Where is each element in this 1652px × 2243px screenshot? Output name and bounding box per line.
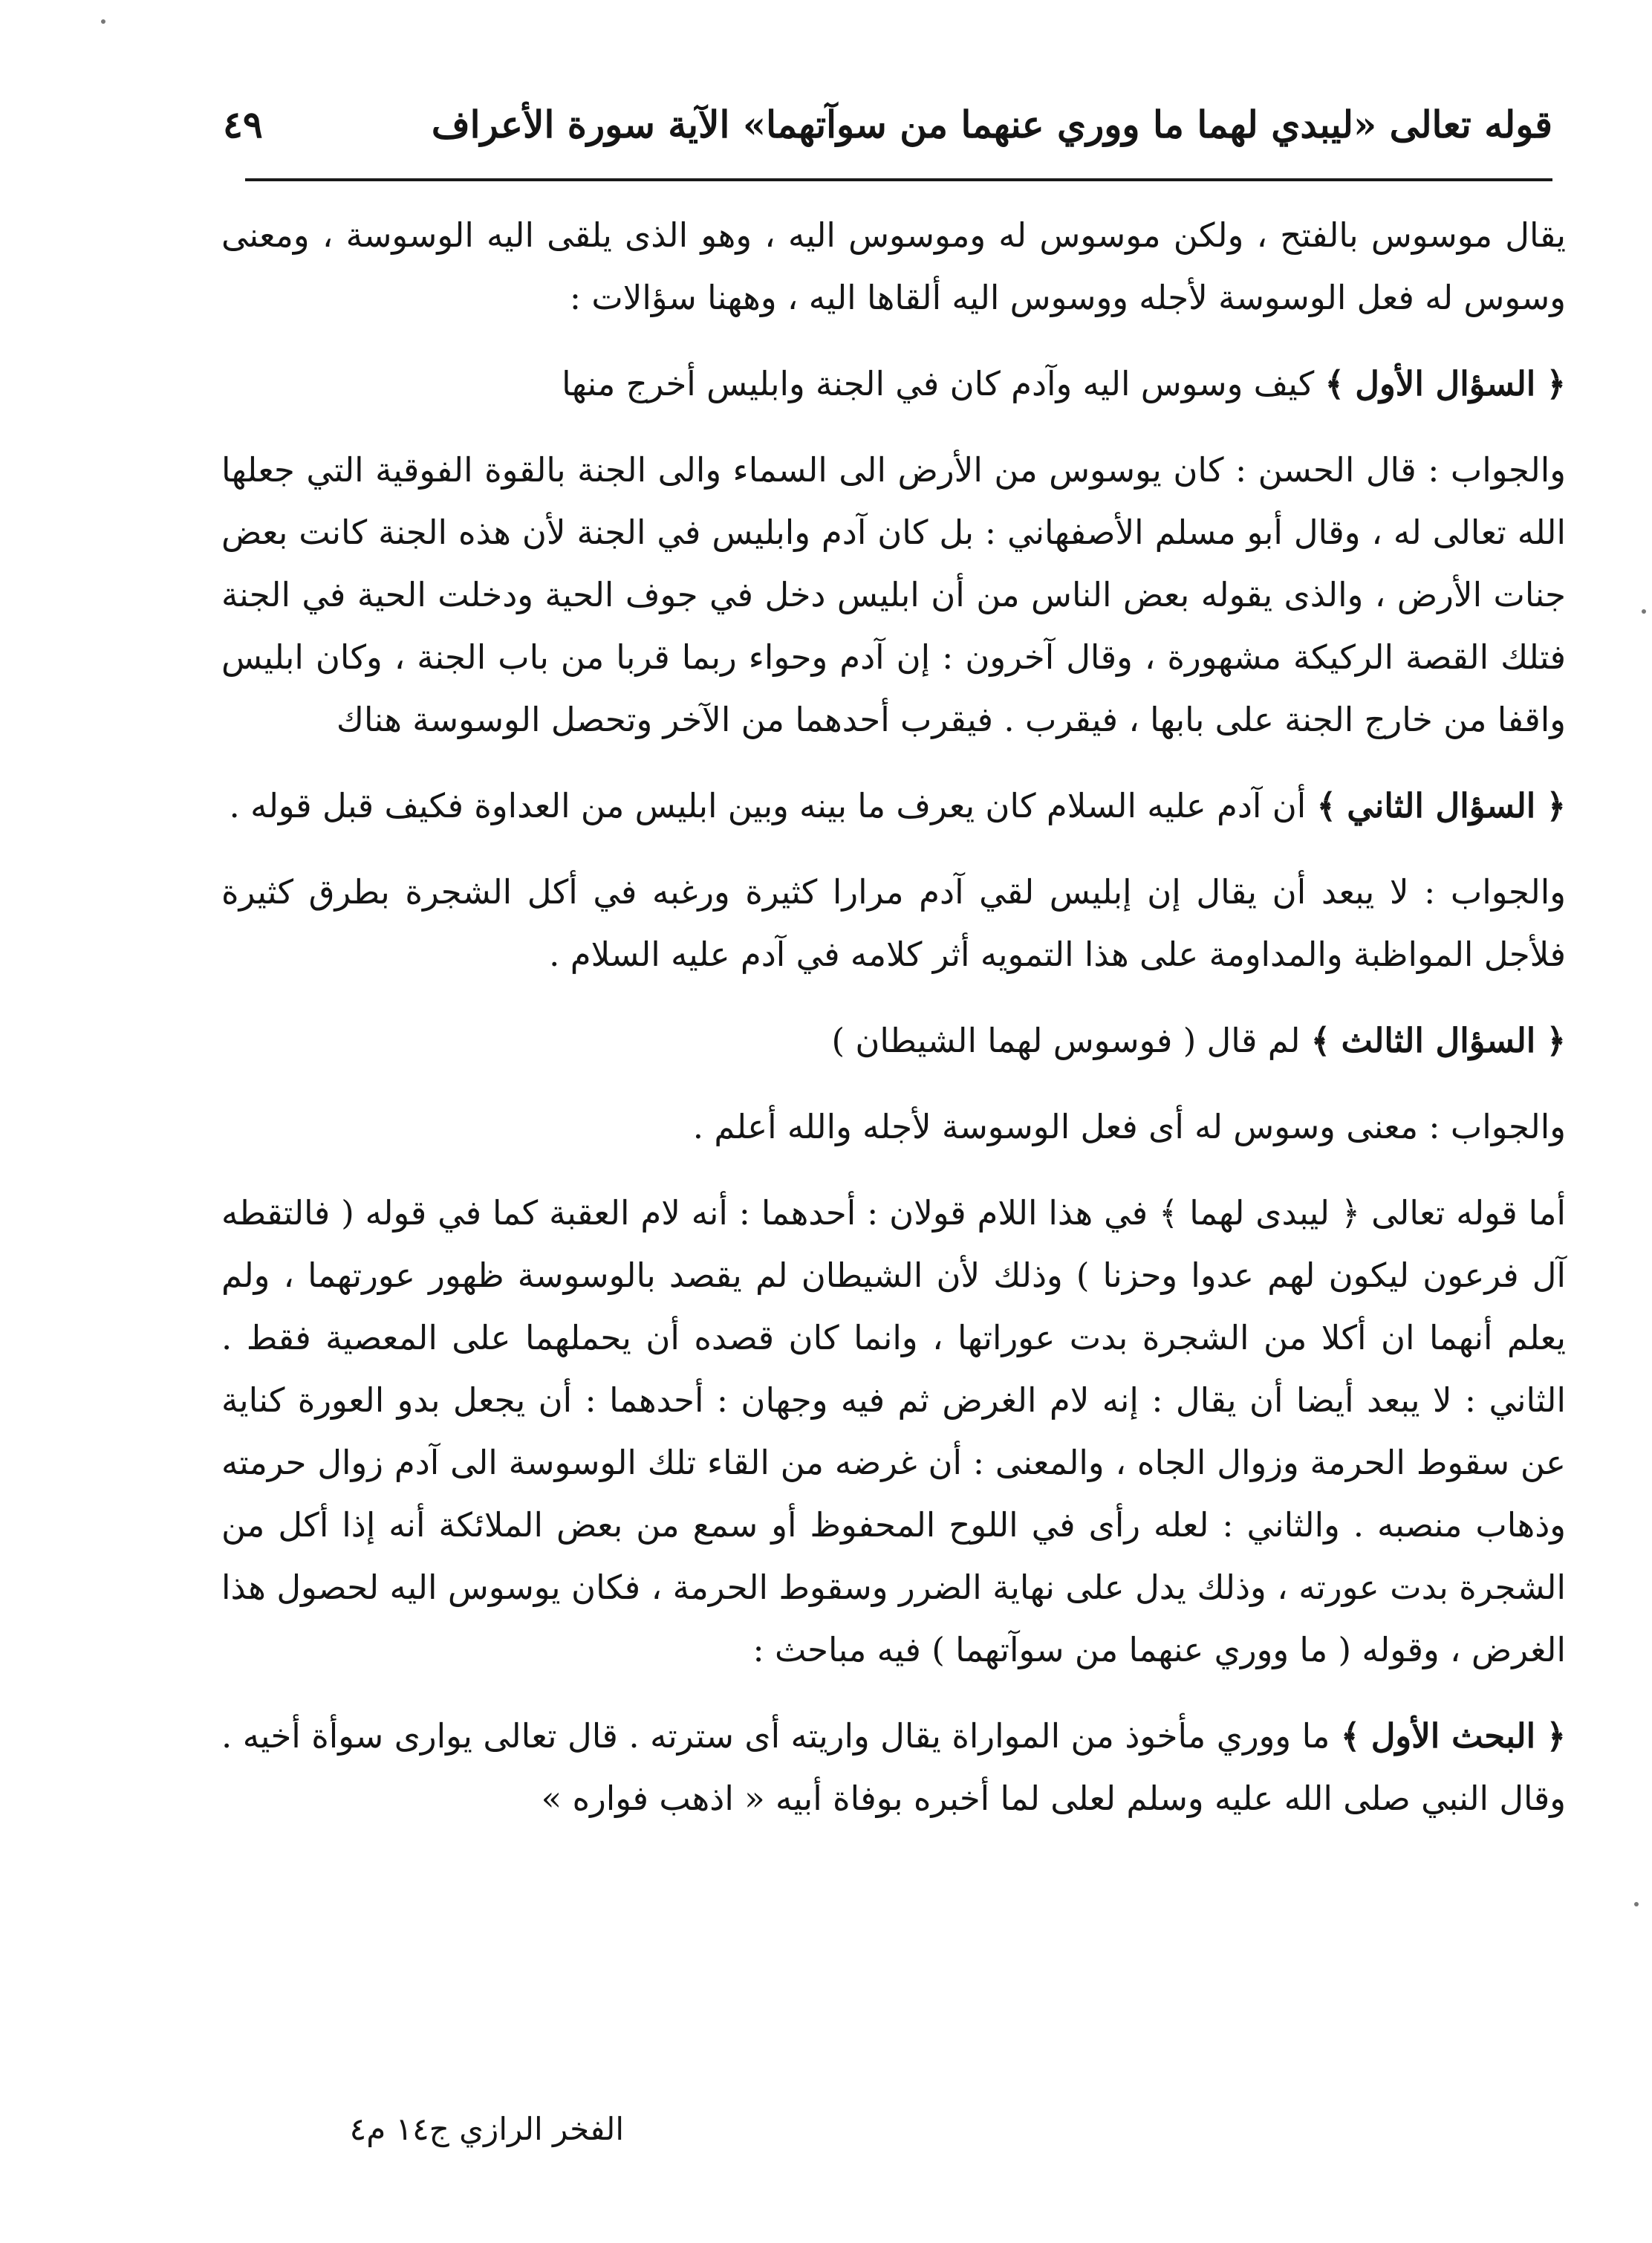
paragraph-intro [221,204,1566,329]
paragraph-question-2 [221,775,1566,837]
question-heading: السؤال الأول [1355,364,1536,403]
page-header [223,88,1552,162]
paragraph-text: يقال موسوس بالفتح ، ولكن موسوس له وموسوس اليه ، وهو الذى يلقى اليه الوسوسة ، ومعنى وسوس له فعل الوسوسة لأجله ووسوس اليه ألقاها اليه ، وههنا سؤالات : [221,215,1566,317]
paragraph-text: لم قال ( فوسوس لهما الشيطان ) [831,1021,1301,1060]
paragraph-commentary [221,1182,1566,1681]
page-number: ٤٩ [223,103,263,146]
paragraph-text: أما قوله تعالى ﴿ ليبدى لهما ﴾ في هذا اللام قولان : أحدهما : أنه لام العقبة كما في قوله ( فالتقطه آل فرعون ليكون لهم عدوا وحزنا ) وذلك لأن الشيطان لم يقصد بالوسوسة ظهور عورتهما ، ولم يعلم أنهما ان أكلا من الشجرة بدت عوراتها ، وانما كان قصده أن يحملهما على المعصية فقط . الثاني : لا يبعد أيضا أن يقال : إنه لام الغرض ثم فيه وجهان : أحدهما : أن يجعل بدو العورة كناية عن سقوط الحرمة وزوال الجاه ، والمعنى : أن غرضه من القاء تلك الوسوسة الى آدم زوال حرمته وذهاب منصبه . والثاني : لعله رأى في اللوح المحفوظ أو سمع من بعض الملائكة أنه إذا أكل من الشجرة بدت عورته ، وذلك يدل على نهاية الضرر وسقوط الحرمة ، فكان يوسوس اليه لحصول هذا الغرض ، وقوله ( ما ووري عنهما من سوآتهما ) فيه مباحث : [221,1193,1566,1669]
close-ornament: ﴾ [1340,1716,1361,1756]
main-text [221,204,1566,1854]
open-ornament: ﴿ [1546,1021,1566,1060]
paragraph-text: والجواب : معنى وسوس له أى فعل الوسوسة لأجله والله أعلم . [692,1107,1566,1146]
scan-speck [1642,609,1646,614]
paragraph-question-1 [221,353,1566,415]
question-heading: السؤال الثاني [1347,786,1536,825]
close-ornament: ﴾ [1316,786,1336,825]
open-ornament: ﴿ [1546,786,1566,825]
paragraph-answer-2 [221,861,1566,986]
close-ornament: ﴾ [1324,364,1344,403]
paragraph-text: والجواب : قال الحسن : كان يوسوس من الأرض الى السماء والى الجنة بالقوة الفوقية التي جعلها الله تعالى له ، وقال أبو مسلم الأصفهاني : بل كان آدم وابليس في الجنة لأن هذه الجنة كانت بعض جنات الأرض ، والذى يقوله بعض الناس من أن ابليس دخل في جوف الحية ودخلت الحية في الجنة فتلك القصة الركيكة مشهورة ، وقال آخرون : إن آدم وحواء ربما قربا من باب الجنة ، وكان ابليس واقفا من خارج الجنة على بابها ، فيقرب . فيقرب أحدهما من الآخر وتحصل الوسوسة هناك [221,450,1566,739]
header-rule [245,178,1552,181]
paragraph-answer-1 [221,439,1566,751]
close-ornament: ﴾ [1310,1021,1331,1060]
paragraph-text: والجواب : لا يبعد أن يقال إن إبليس لقي آدم مرارا كثيرة ورغبه في أكل الشجرة بطرق كثيرة فلأجل المواظبة والمداومة على هذا التمويه أثر كلامه في آدم عليه السلام . [221,872,1566,974]
page-signature: الفخر الرازي ج١٤ م٤ [349,2111,624,2147]
discussion-heading: البحث الأول [1370,1716,1536,1756]
paragraph-text: ما ووري مأخوذ من المواراة يقال واريته أى سترته . قال تعالى يوارى سوأة أخيه . وقال النبي صلى الله عليه وسلم لعلى لما أخبره بوفاة أبيه « اذهب فواره » [221,1716,1566,1818]
paragraph-answer-3 [221,1096,1566,1158]
open-ornament: ﴿ [1546,1716,1566,1756]
paragraph-discussion-1 [221,1705,1566,1830]
scan-speck [1634,1902,1639,1906]
scan-speck [101,19,105,24]
paragraph-text: كيف وسوس اليه وآدم كان في الجنة وابليس أخرج منها [562,364,1315,403]
question-heading: السؤال الثالث [1341,1021,1536,1060]
open-ornament: ﴿ [1546,364,1566,403]
paragraph-text: أن آدم عليه السلام كان يعرف ما بينه وبين ابليس من العداوة فكيف قبل قوله . [229,786,1307,825]
paragraph-question-3 [221,1010,1566,1072]
running-title: قوله تعالى «ليبدي لهما ما ووري عنهما من سوآتهما» الآية سورة الأعراف [431,103,1552,146]
